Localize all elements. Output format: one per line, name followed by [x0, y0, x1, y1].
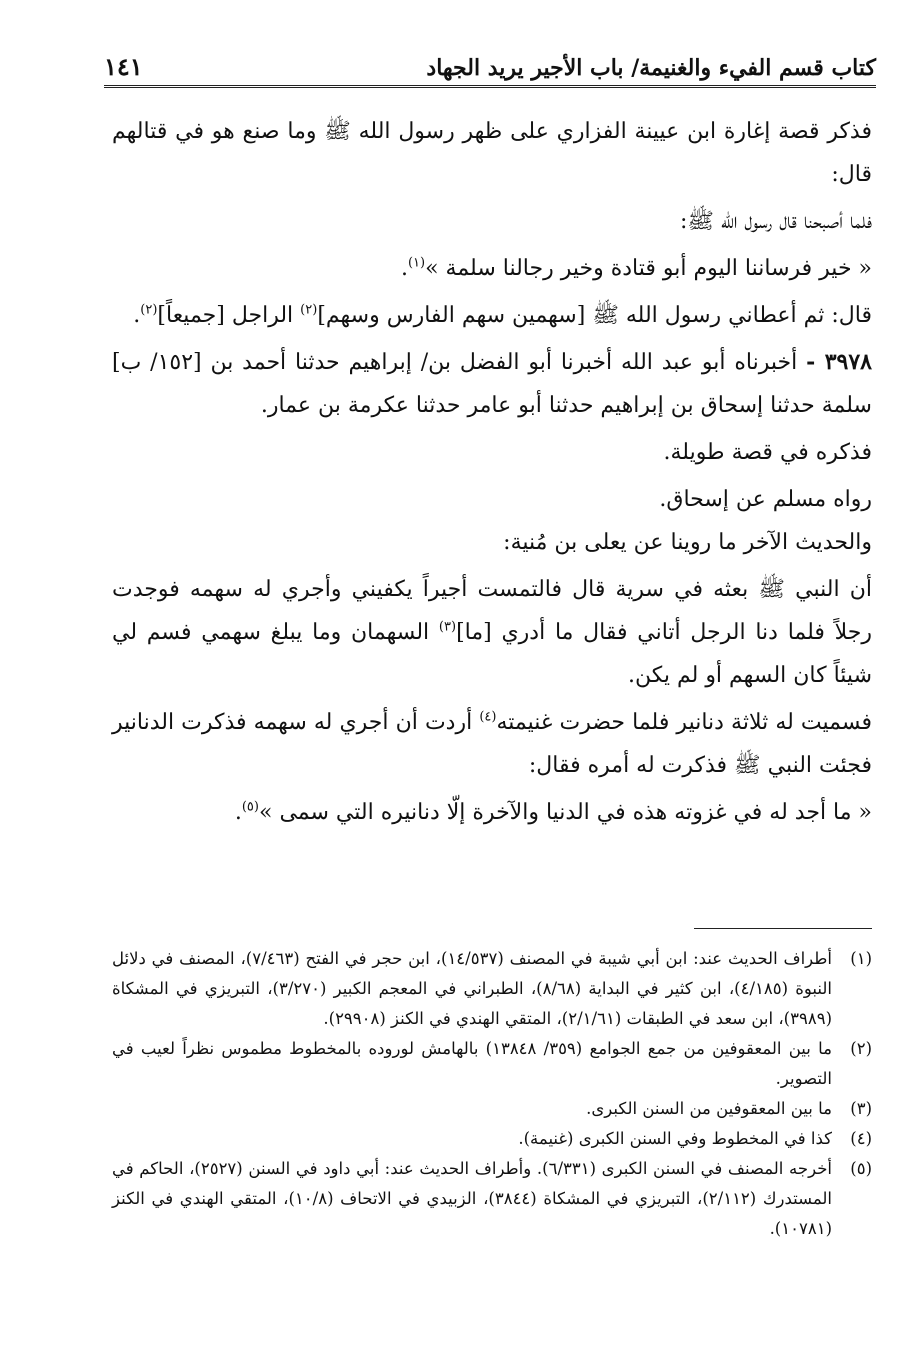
paragraph: قال: ثم أعطاني رسول الله ﷺ [سهمين سهم الفارس وسهم]$^{(٢)}$ الراجل [جميعاً]$^{(٢)}$.: [133, 302, 872, 328]
running-header: [104, 36, 876, 88]
hadith-3978: ٣٩٧٨ - أخبرناه أبو عبد الله أخبرنا أبو الفضل بن/ إبراهيم حدثنا أحمد بن [١٥٢/ ب] سلمة حدثنا إسحاق بن إبراهيم حدثنا أبو عامر حدثنا عكرمة بن عمار.: [112, 349, 872, 418]
footnote-ref: (٤): [479, 709, 497, 725]
paragraph: أن النبي ﷺ بعثه في سرية قال فالتمست أجيراً يكفيني وأجري له سهمه فوجدت رجلاً فلما دنا الرجل أتاني فقال ما أدري [ما]$^{(٣)}$ السهمان وما يبلغ سهمي فسم لي شيئاً كان السهم أو لم يكن.: [112, 577, 872, 688]
chapter-title: كتاب قسم الفيء والغنيمة/ باب الأجير يريد الجهاد: [426, 55, 876, 81]
hadith-quote: « ما أجد له في غزوته هذه في الدنيا والآخرة إلّا دنانيره التي سمى »$^{(٥)}$.: [234, 799, 872, 825]
footnote: (١) أطراف الحديث عند: ابن أبي شيبة في المصنف (١٤/٥٣٧)، ابن حجر في الفتح (٧/٤٦٣)، المصنف في دلائل النبوة (٤/١٨٥)، ابن كثير في البداية (٨/٦٨)، الطبراني في المعجم الكبير (٣/٢٧٠)، التبريزي في المشكاة (٣٩٨٩)، ابن سعد في الطبقات (٢/١/٦١)، المتقي الهندي في الكنز (٢٩٩٠٨).: [112, 949, 872, 1028]
footnote-ref: (٥): [241, 799, 259, 815]
footnote: (٤) كذا في المخطوط وفي السنن الكبرى (غنيمة).: [518, 1129, 872, 1148]
footnote-ref: (١): [407, 255, 426, 271]
page-number: ١٤١: [104, 52, 143, 81]
footnotes: [112, 944, 872, 1244]
paragraph: رواه مسلم عن إسحاق.: [659, 487, 872, 512]
footnote: (٢) ما بين المعقوفين من جمع الجوامع (٣٥٩/ ١٣٨٤٨) بالهامش لوروده بالمخطوط مطموس نظراً لعيب في التصوير.: [112, 1039, 872, 1088]
footnote-divider: [694, 928, 872, 929]
footnote-ref: (٢): [140, 302, 158, 318]
hadith-quote: « خير فرساننا اليوم أبو قتادة وخير رجالنا سلمة »$^{(١)}$.: [400, 255, 872, 281]
footnote: (٥) أخرجه المصنف في السنن الكبرى (٦/٣٣١). وأطراف الحديث عند: أبي داود في السنن (٢٥٢٧)، الحاكم في المستدرك (٢/١١٢)، التبريزي في المشكاة (٣٨٤٤)، الزبيدي في الاتحاف (١٠/٨)، المتقي الهندي في الكنز (١٠٧٨١).: [112, 1159, 872, 1238]
paragraph: فذكر قصة إغارة ابن عيينة الفزاري على ظهر رسول الله ﷺ وما صنع هو في قتالهم قال:: [112, 119, 872, 187]
footnote: (٣) ما بين المعقوفين من السنن الكبرى.: [586, 1099, 872, 1118]
footnote-ref: (٣): [438, 619, 457, 635]
hadith-number: ٣٩٧٨ -: [806, 349, 872, 375]
main-text: [112, 110, 872, 834]
paragraph: فذكره في قصة طويلة.: [663, 440, 872, 465]
paragraph: فسميت له ثلاثة دنانير فلما حضرت غنيمته$^{(٤)}$ أردت أن أجري له سهمه فذكرت الدنانير فجئت النبي ﷺ فذكرت له أمره فقال:: [112, 709, 873, 778]
paragraph: والحديث الآخر ما روينا عن يعلى بن مُنية:: [503, 530, 872, 555]
paragraph: فلما أصبحنا قال رسول الله ﷺ:: [680, 209, 872, 234]
footnote-ref: (٢): [300, 302, 318, 318]
